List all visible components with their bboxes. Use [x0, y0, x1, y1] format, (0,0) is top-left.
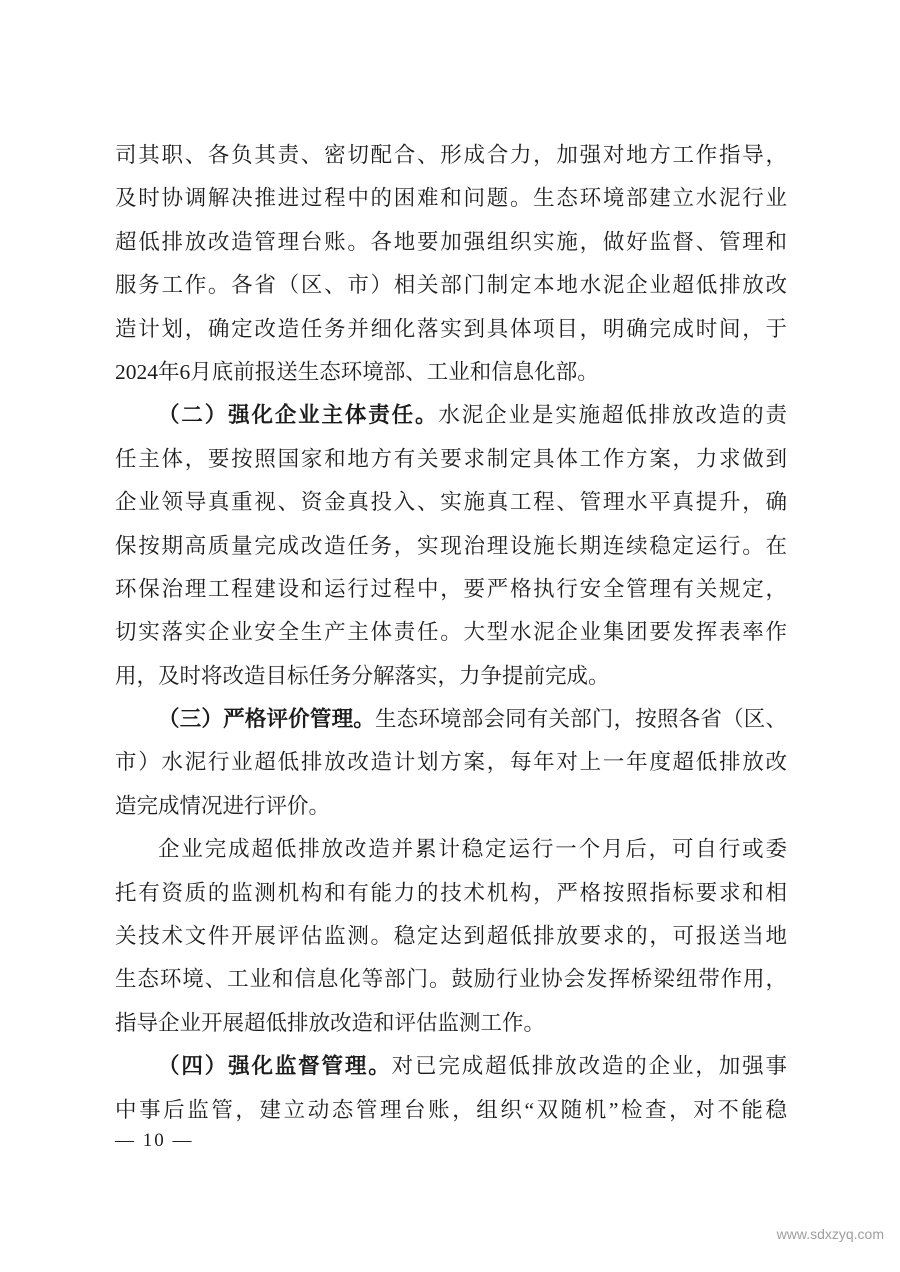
text-run: 市）水泥行业超低排放改造计划方案，每年对上一年度超低排放改: [115, 750, 787, 775]
text-line: [115, 785, 787, 828]
section-heading: （二）强化企业主体责任。: [158, 403, 439, 428]
text-line: [115, 1089, 787, 1132]
text-line: [115, 394, 787, 437]
text-run: 企业完成超低排放改造并累计稳定运行一个月后，可自行或委: [158, 837, 787, 862]
text-line: [115, 264, 787, 307]
text-run: 企业领导真重视、资金真投入、实施真工程、管理水平真提升，确: [115, 490, 787, 515]
text-run: 造计划，确定改造任务并细化落实到具体项目，明确完成时间，于: [115, 316, 787, 341]
text-line: [115, 221, 787, 264]
text-run: 水泥企业是实施超低排放改造的责: [438, 403, 787, 428]
text-run: 关技术文件开展评估监测。稳定达到超低排放要求的，可报送当地: [115, 924, 787, 949]
text-line: [115, 698, 787, 741]
text-run: 保按期高质量完成改造任务，实现治理设施长期连续稳定运行。在: [115, 533, 787, 558]
text-line: [115, 872, 787, 915]
watermark-url: www.sdxzyq.com: [776, 1226, 884, 1242]
text-run: 对已完成超低排放改造的企业，加强事: [391, 1054, 787, 1079]
text-run: 中事后监管，建立动态管理台账，组织“双随机”检查，对不能稳: [115, 1097, 787, 1122]
text-line: [115, 741, 787, 784]
text-line: [115, 177, 787, 220]
text-line: [115, 525, 787, 568]
text-line: [115, 915, 787, 958]
text-run: 及时协调解决推进过程中的困难和问题。生态环境部建立水泥行业: [115, 186, 787, 211]
text-line: [115, 351, 787, 394]
text-run: 生态环境、工业和信息化等部门。鼓励行业协会发挥桥梁纽带作用，: [115, 967, 787, 992]
text-run: 切实落实企业安全生产主体责任。大型水泥企业集团要发挥表率作: [115, 620, 787, 645]
text-line: [115, 611, 787, 654]
text-run: 生态环境部会同有关部门，按照各省（区、: [374, 707, 787, 732]
text-run: 托有资质的监测机构和有能力的技术机构，严格按照指标要求和相: [115, 880, 787, 905]
text-run: 服务工作。各省（区、市）相关部门制定本地水泥企业超低排放改: [115, 273, 787, 298]
text-line: [115, 308, 787, 351]
text-line: [115, 655, 787, 698]
page-number: — 10 —: [115, 1130, 194, 1151]
text-run: 任主体，要按照国家和地方有关要求制定具体工作方案，力求做到: [115, 446, 787, 471]
text-run: 指导企业开展超低排放改造和评估监测工作。: [115, 1010, 546, 1035]
text-line: [115, 958, 787, 1001]
text-run: 用，及时将改造目标任务分解落实，力争提前完成。: [115, 663, 610, 688]
text-line: [115, 1045, 787, 1088]
document-body: [115, 134, 787, 1132]
text-run: 造完成情况进行评价。: [115, 793, 331, 818]
text-line: [115, 568, 787, 611]
text-line: [115, 134, 787, 177]
section-heading: （四）强化监督管理。: [158, 1054, 392, 1079]
text-run: 司其职、各负其责、密切配合、形成合力，加强对地方工作指导，: [115, 143, 787, 167]
section-heading: （三）严格评价管理。: [158, 707, 375, 732]
text-run: 2024年6月底前报送生态环境部、工业和信息化部。: [115, 359, 599, 384]
text-line: [115, 481, 787, 524]
text-line: [115, 438, 787, 481]
text-run: 环保治理工程建设和运行过程中，要严格执行安全管理有关规定，: [115, 576, 787, 601]
text-run: 超低排放改造管理台账。各地要加强组织实施，做好监督、管理和: [115, 229, 787, 254]
text-line: [115, 828, 787, 871]
text-line: [115, 1002, 787, 1045]
